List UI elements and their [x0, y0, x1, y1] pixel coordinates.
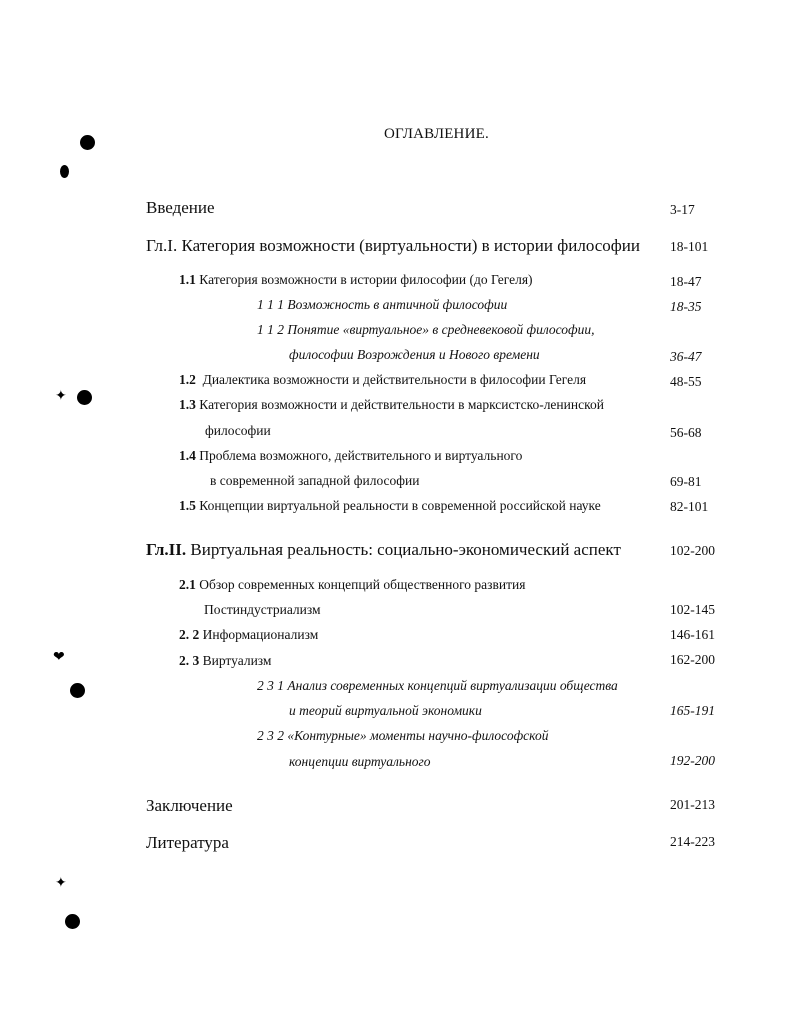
toc-s11-label: Категория возможности в истории философии (до Гегеля) [199, 272, 533, 287]
toc-ch2-label: Виртуальная реальность: социально-экономический аспект [190, 540, 621, 559]
punch-hole-mark [65, 914, 80, 929]
toc-ch1-heading [146, 237, 640, 254]
page-title: ОГЛАВЛЕНИЕ. [384, 126, 489, 142]
toc-s12-num: 1.2 [179, 372, 196, 387]
toc-s231-pages: 165-191 [670, 703, 715, 718]
toc-s23 [179, 654, 271, 668]
toc-ch1-num: Гл.I. [146, 236, 178, 255]
toc-s21-line1: Обзор современных концепций общественного развития [199, 577, 526, 592]
punch-hole-mark [70, 683, 85, 698]
toc-ch1-pages: 18-101 [670, 239, 709, 254]
toc-s15-label: Концепции виртуальной реальности в современной российской науке [199, 498, 601, 513]
toc-s22-num: 2. 2 [179, 627, 200, 642]
toc-s14-pages: 69-81 [670, 474, 702, 489]
toc-conclusion-pages: 201-213 [670, 797, 715, 812]
toc-s15 [179, 499, 601, 513]
toc-s23-pages: 162-200 [670, 652, 715, 667]
toc-ch1-label: Категория возможности (виртуальности) в истории философии [181, 236, 640, 255]
toc-s23-num: 2. 3 [179, 653, 200, 668]
toc-conclusion-label: Заключение [146, 796, 233, 815]
toc-s13-num: 1.3 [179, 397, 196, 412]
toc-s111-label: 1 1 1 Возможность в античной философии [257, 297, 508, 312]
toc-s232-pages: 192-200 [670, 753, 715, 768]
toc-intro-pages: 3-17 [670, 202, 695, 217]
toc-s11-num: 1.1 [179, 272, 196, 287]
toc-s13-pages: 56-68 [670, 425, 702, 440]
ink-blot-mark: ✦ [55, 389, 67, 404]
toc-s13 [179, 398, 604, 412]
punch-hole-mark [80, 135, 95, 150]
toc-s14-line1: Проблема возможного, действительного и виртуального [199, 448, 523, 463]
toc-s13-line2: философии [205, 423, 271, 438]
toc-s12-label: Диалектика возможности и действительности в философии Гегеля [202, 372, 587, 387]
toc-intro-label: Введение [146, 198, 215, 217]
toc-s21 [179, 578, 525, 592]
toc-s112-pages: 36-47 [670, 349, 702, 364]
toc-s11-pages: 18-47 [670, 274, 702, 289]
toc-s21-pages: 102-145 [670, 602, 715, 617]
toc-s22-pages: 146-161 [670, 627, 715, 642]
toc-s232-line1: 2 3 2 «Контурные» моменты научно-философской [257, 728, 549, 743]
toc-s21-line2: Постиндустриализм [204, 602, 321, 617]
toc-s12-pages: 48-55 [670, 374, 702, 389]
ink-blot-mark: ❤ [53, 650, 65, 665]
toc-s112-line2: философии Возрождения и Нового времени [289, 347, 540, 362]
ink-blot-mark: ✦ [55, 876, 67, 891]
toc-s231-line1: 2 3 1 Анализ современных концепций виртуализации общества [257, 678, 618, 693]
toc-s12 [179, 373, 586, 387]
toc-s15-pages: 82-101 [670, 499, 709, 514]
toc-ch2-pages: 102-200 [670, 543, 715, 558]
toc-s22 [179, 628, 318, 642]
toc-ch2-num: Гл.II. [146, 540, 187, 559]
toc-s13-line1: Категория возможности и действительности в марксистско-ленинской [199, 397, 604, 412]
toc-s14-line2: в современной западной философии [210, 473, 420, 488]
toc-ch2-heading [146, 541, 621, 558]
toc-s15-num: 1.5 [179, 498, 196, 513]
toc-s23-label: Виртуализм [202, 653, 272, 668]
toc-s21-num: 2.1 [179, 577, 196, 592]
toc-s14 [179, 449, 522, 463]
toc-s232-line2: концепции виртуального [289, 754, 431, 769]
toc-s22-label: Информационализм [202, 627, 319, 642]
ink-blot-mark [60, 165, 69, 178]
toc-literature-pages: 214-223 [670, 834, 715, 849]
punch-hole-mark [77, 390, 92, 405]
toc-literature-label: Литература [146, 833, 229, 852]
toc-s111-pages: 18-35 [670, 299, 702, 314]
toc-s14-num: 1.4 [179, 448, 196, 463]
toc-s231-line2: и теорий виртуальной экономики [289, 703, 482, 718]
toc-s11 [179, 273, 533, 287]
toc-s112-line1: 1 1 2 Понятие «виртуальное» в средневековой философии, [257, 322, 595, 337]
